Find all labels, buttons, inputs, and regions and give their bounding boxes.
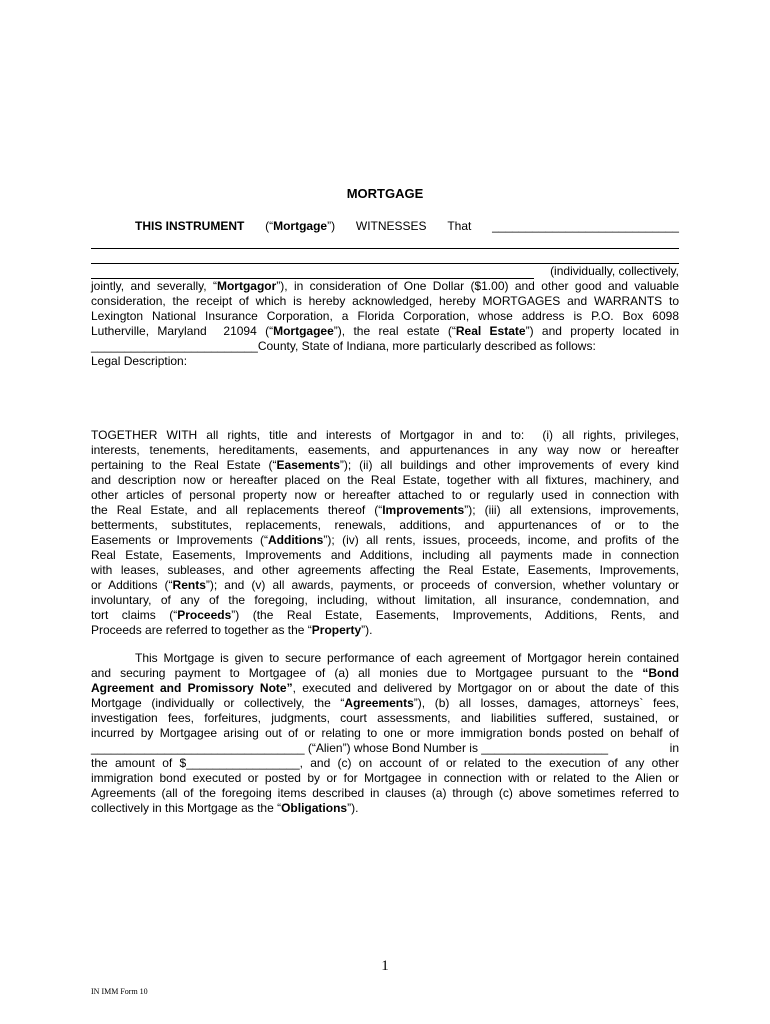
together-line-3 [91, 458, 679, 473]
intro-line-jointly [91, 279, 679, 294]
easements-term: Easements [276, 458, 340, 472]
obligations-line-6: incurred by Mortgagee arising out of or relating to one or more immigration bonds posted on behalf of [91, 726, 679, 740]
grantor-name-blank-line-3 [91, 249, 679, 264]
together-line-10: with leases, subleases, and other agreements affecting the Real Estate, Easements, Improvements, [91, 563, 679, 577]
this-instrument-label: THIS INSTRUMENT [135, 219, 245, 233]
together-text-3a: pertaining to the Real Estate (“ [91, 458, 277, 472]
together-line-2: interests, tenements, hereditaments, easements, and appurtenances in any way now or hereafter [91, 443, 679, 457]
together-text-14a: Proceeds are referred to together as the “ [91, 623, 312, 637]
agreements-term: Agreements [344, 696, 414, 710]
obligations-text-11a: collectively in this Mortgage as the “ [91, 801, 282, 815]
mortgagor-term: Mortgagor [216, 279, 277, 293]
additions-term: Additions [268, 533, 324, 547]
obligations-text-3b: , executed and delivered by Mortgagor on or about the date of this [292, 681, 679, 695]
obligations-text-4a: Mortgage (individually or collectively, the “ [91, 696, 345, 710]
together-with-paragraph [91, 428, 679, 638]
together-text-13b: ”) (the Real Estate, Easements, Improvements, Additions, Rents, and [231, 608, 680, 622]
lutherville-text-c: ”) and property located in [525, 324, 680, 338]
together-text-11a: or Additions (“ [91, 578, 173, 592]
together-line-4: and description now or hereafter placed on the Real Estate, together with all fixtures, machinery, and [91, 473, 679, 487]
bond-term-open: “Bond [642, 666, 679, 680]
together-line-9: Real Estate, Easements, Improvements and Additions, including all payments made in connection [91, 548, 679, 562]
together-text-3b: ”); (ii) all buildings and other improvements of every kind [339, 458, 680, 472]
together-line-6 [91, 503, 679, 518]
obligations-paragraph [91, 651, 679, 816]
obligations-line-4 [91, 696, 679, 711]
grantor-name-blank: ____________________________ [492, 219, 679, 233]
legal-description-label: Legal Description: [91, 354, 188, 368]
obligations-line-3 [91, 681, 679, 696]
mortgagee-term: Mortgagee [273, 324, 334, 338]
together-line-1: TOGETHER WITH all rights, title and interests of Mortgagor in and to: (i) all rights, privileges, [91, 428, 679, 442]
witnesses-label: WITNESSES [355, 219, 427, 233]
grantor-name-blank-line-2 [91, 234, 679, 249]
together-line-13 [91, 608, 679, 623]
real-estate-term: Real Estate [455, 324, 526, 338]
intro-line-lexington: Lexington National Insurance Corporation, a Florida Corporation, whose address is P.O. Box 6098 [91, 309, 679, 323]
page-number: 1 [381, 958, 389, 974]
intro-line-consideration: consideration, the receipt of which is hereby acknowledged, hereby MORTGAGES and WARRANTS to [91, 294, 679, 308]
proceeds-term: Proceeds [177, 608, 232, 622]
obligations-line-1: This Mortgage is given to secure performance of each agreement of Mortgagor herein contained [135, 651, 679, 665]
obligations-line-2 [91, 666, 679, 681]
rents-term: Rents [172, 578, 206, 592]
together-line-8 [91, 533, 679, 548]
obligations-term: Obligations [281, 801, 348, 815]
alien-blank-text: ________________________________ (“Alien”) whose Bond Number is ___________________ [91, 741, 609, 755]
together-text-6b: ”); (iii) all extensions, improvements, [464, 503, 679, 517]
together-text-13a: tort claims (“ [91, 608, 178, 622]
together-line-5: other articles of personal property now or hereafter attached to or regularly used in connection with [91, 488, 679, 502]
together-text-14b: ”). [361, 623, 373, 637]
intro-individually-line [91, 264, 679, 279]
quote-close: ”) [327, 219, 336, 233]
intro-line-county: _________________________County, State of Indiana, more particularly described as follows: [91, 339, 596, 353]
obligations-line-8: the amount of $_________________, and (c) on account of or related to the execution of any other [91, 756, 679, 770]
mortgage-term: Mortgage [273, 219, 328, 233]
obligations-line-11 [91, 801, 679, 816]
that-label: That [447, 219, 472, 233]
jointly-text-b: ”), in consideration of One Dollar ($1.00) and other good and valuable [276, 279, 680, 293]
individually-text: (individually, collectively, [550, 264, 679, 278]
document-title: MORTGAGE [346, 186, 424, 201]
together-text-8b: ”); (iv) all rents, issues, proceeds, income, and profits of the [323, 533, 680, 547]
intro-first-line [91, 219, 679, 234]
intro-line-lutherville [91, 324, 679, 339]
form-id: IN IMM Form 10 [91, 987, 148, 996]
obligations-text-7b: in [669, 741, 679, 755]
mortgage-term-wrap [265, 219, 335, 234]
lutherville-text-a: Lutherville, Maryland 21094 (“ [91, 324, 274, 338]
together-line-12: involuntary, of any of the foregoing, including, without limitation, all insurance, condemnation, and [91, 593, 679, 607]
lutherville-text-b: ”), the real estate (“ [333, 324, 456, 338]
obligations-line-10: Agreements (all of the foregoing items described in clauses (a) through (c) above sometimes referred to [91, 786, 679, 800]
together-text-8a: Easements or Improvements (“ [91, 533, 268, 547]
jointly-text-a: jointly, and severally, “ [91, 279, 217, 293]
obligations-line-5: investigation fees, forfeitures, judgments, court assessments, and liabilities suffered, sustained, or [91, 711, 679, 725]
obligations-line-9: immigration bond executed or posted by or for Mortgagee in connection with or related to the Alien or [91, 771, 679, 785]
obligations-text-11b: ”). [347, 801, 359, 815]
property-term: Property [311, 623, 362, 637]
quote-open: (“ [265, 219, 274, 233]
bond-term-rest: Agreement and Promissory Note” [91, 681, 293, 695]
obligations-text-2a: and securing payment to Mortgagee of (a) all monies due to Mortgagee pursuant to the [91, 666, 643, 680]
together-text-6a: the Real Estate, and all replacements thereof (“ [91, 503, 383, 517]
intro-paragraph [91, 219, 679, 369]
improvements-term: Improvements [382, 503, 465, 517]
together-line-14 [91, 623, 679, 638]
together-line-11 [91, 578, 679, 593]
together-line-7: betterments, substitutes, replacements, renewals, additions, and appurtenances of or to the [91, 518, 679, 532]
grantor-name-blank-line-4 [91, 264, 534, 279]
obligations-line-7 [91, 741, 679, 756]
obligations-text-4b: ”), (b) all losses, damages, attorneys` fees, [413, 696, 680, 710]
together-text-11b: ”); and (v) all awards, payments, or proceeds of conversion, whether voluntary or [205, 578, 679, 592]
